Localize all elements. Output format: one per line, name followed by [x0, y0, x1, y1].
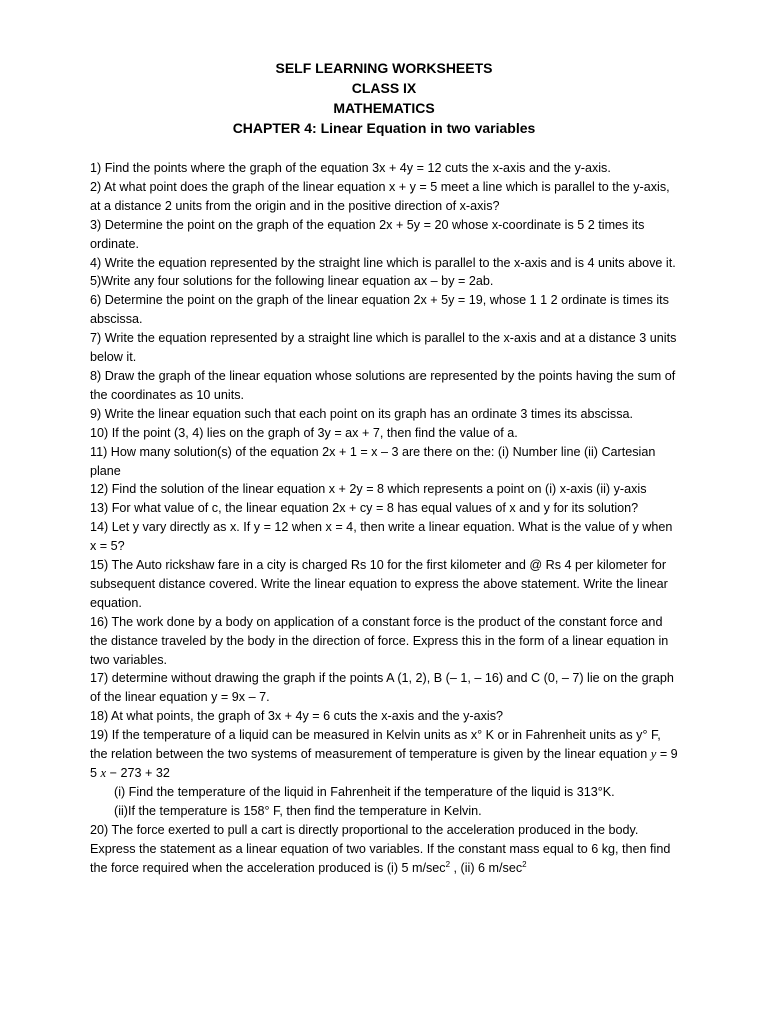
question-20-mid: , (ii) 6 m/sec [450, 860, 523, 875]
superscript-squared: 2 [445, 859, 451, 869]
equation-rest: − 273 + 32 [106, 766, 170, 780]
header-chapter: CHAPTER 4: Linear Equation in two variables [232, 120, 536, 136]
question-18: 18) At what points, the graph of 3x + 4y = 6 cuts the x-axis and the y-axis? [90, 709, 504, 724]
question-19-text: 19) If the temperature of a liquid can be measured in Kelvin units as x° K or in Fahrenheit units as y° F, the relation between the two systems of measurement of temperature is given by the linear equation [90, 728, 661, 762]
question-4: 4) Write the equation represented by the straight line which is parallel to the x-axis and is 4 units above it. [90, 255, 676, 270]
equation-fraction: = 9 5 [90, 747, 678, 780]
question-10: 10) If the point (3, 4) lies on the graph of 3y = ax + 7, then find the value of a. [90, 425, 518, 440]
header-subject: MATHEMATICS [333, 100, 435, 116]
question-2: 2) At what point does the graph of the linear equation x + y = 5 meet a line which is parallel to the y-axis, at a distance 2 units from the origin and in the positive direction of x-axis? [90, 179, 670, 213]
question-19-part-i: (i) Find the temperature of the liquid in Fahrenheit if the temperature of the liquid is 313°K. [114, 784, 615, 799]
question-12: 12) Find the solution of the linear equation x + 2y = 8 which represents a point on (i) x-axis (ii) y-axis [90, 482, 647, 497]
question-15: 15) The Auto rickshaw fare in a city is charged Rs 10 for the first kilometer and @ Rs 4 per kilometer for subsequent distance covered. Write the linear equation to express the above statement. Write the linear equation. [90, 558, 668, 610]
question-7: 7) Write the equation represented by a straight line which is parallel to the x-axis and at a distance 3 units below it. [90, 331, 677, 365]
question-20-text: 20) The force exerted to pull a cart is directly proportional to the acceleration produced in the body. Express the statement as a linear equation of two variables. If the constant mass equal to 6 kg, then find the force required when the acceleration produced is (i) 5 m/sec [90, 822, 671, 875]
question-11: 11) How many solution(s) of the equation 2x + 1 = x – 3 are there on the: (i) Number line (ii) Cartesian plane [90, 444, 656, 478]
equation-x: x [100, 766, 107, 780]
question-list [90, 159, 678, 877]
question-13: 13) For what value of c, the linear equation 2x + cy = 8 has equal values of x and y for its solution? [90, 501, 639, 516]
question-6: 6) Determine the point on the graph of the linear equation 2x + 5y = 19, whose 1 1 2 ordinate is times its abscissa. [90, 293, 669, 327]
question-1: 1) Find the points where the graph of the equation 3x + 4y = 12 cuts the x-axis and the y-axis. [90, 161, 611, 175]
question-3: 3) Determine the point on the graph of the equation 2x + 5y = 20 whose x-coordinate is 5 2 times its ordinate. [90, 217, 645, 251]
superscript-squared-2: 2 [522, 859, 527, 869]
question-9: 9) Write the linear equation such that each point on its graph has an ordinate 3 times its abscissa. [90, 406, 634, 421]
equation-y: y [650, 747, 657, 762]
question-16: 16) The work done by a body on application of a constant force is the product of the constant force and the distance traveled by the body in the direction of force. Express this in the form of a linear equation in two variables. [90, 614, 669, 667]
header-title: SELF LEARNING WORKSHEETS [275, 60, 493, 76]
header-class: CLASS IX [351, 80, 417, 96]
question-5: 5)Write any four solutions for the following linear equation ax – by = 2ab. [90, 274, 494, 289]
question-19-part-ii: (ii)If the temperature is 158° F, then find the temperature in Kelvin. [114, 803, 482, 818]
question-19 [90, 726, 678, 783]
question-8: 8) Draw the graph of the linear equation whose solutions are represented by the points having the sum of the coordinates as 10 units. [90, 368, 676, 402]
question-17: 17) determine without drawing the graph if the points A (1, 2), B (– 1, – 16) and C (0, – 7) lie on the graph of the linear equation y = 9x – 7. [90, 671, 674, 705]
question-14: 14) Let y vary directly as x. If y = 12 when x = 4, then write a linear equation. What is the value of y when x = 5? [90, 520, 673, 554]
question-20 [90, 821, 678, 878]
worksheet-header [90, 58, 678, 138]
